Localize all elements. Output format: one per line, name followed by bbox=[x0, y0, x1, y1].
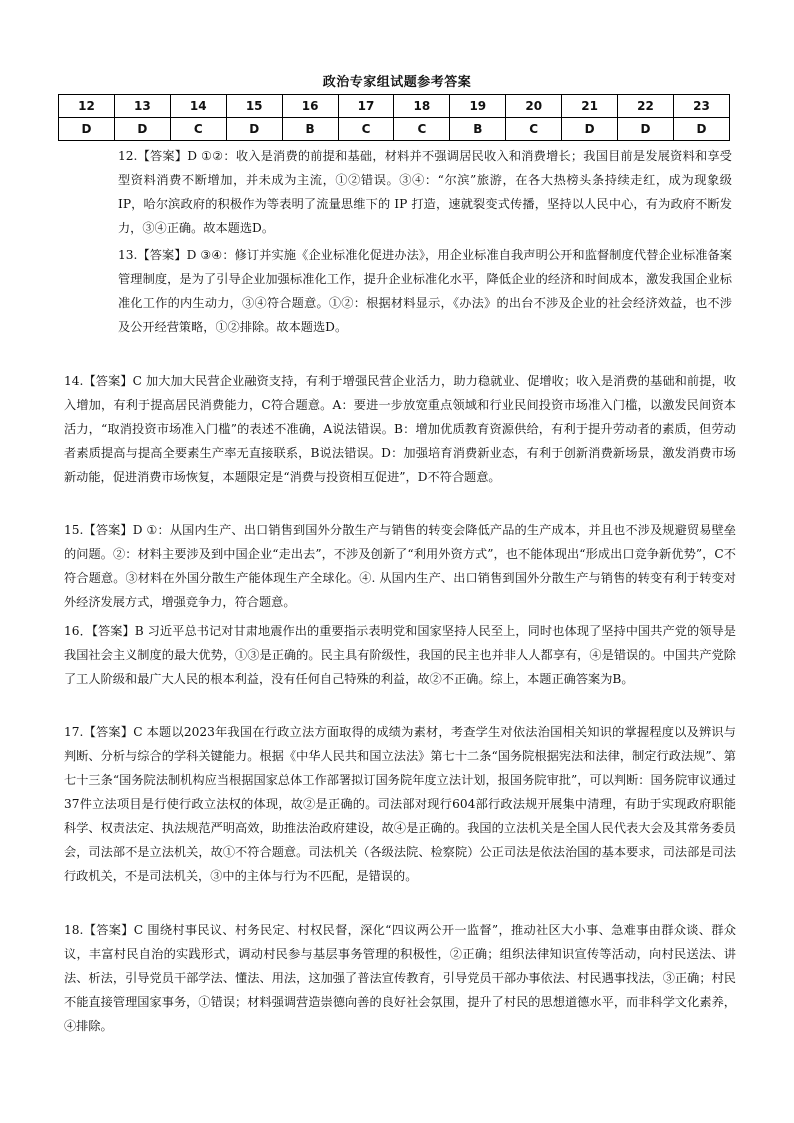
question-number: 14 bbox=[170, 95, 226, 118]
explanation-q16: 16．【答案】B 习近平总书记对甘肃地震作出的重要指示表明党和国家坚持人民至上，同时也体现了坚持中国共产党的领导是我国社会主义制度的最大优势，①③是正确的。民主具有阶级性，我国的民主也并非人人都享有，④是错误的。中国共产党除了工人阶级和最广大人民的根本利益，没有任何自己特殊的利益，故②不正确。综上，本题正确答案为B。 bbox=[64, 624, 736, 686]
answer-letter: C bbox=[506, 118, 562, 141]
question-number: 12 bbox=[59, 95, 115, 118]
answer-letter: C bbox=[338, 118, 394, 141]
answer-letter: B bbox=[450, 118, 506, 141]
answer-letter: D bbox=[673, 118, 729, 141]
answer-letter: D bbox=[59, 118, 115, 141]
explanation-q18: 18.【答案】C 围绕村事民议、村务民定、村权民督，深化“四议两公开一监督”，推动社区大小事、急难事由群众谈、群众议，丰富村民自治的实践形式，调动村民参与基层事务管理的积极性，②正确；组织法律知识宣传等活动，向村民送法、讲法、析法，引导党员干部学法、懂法、用法，这加强了普法宣传教育，引导党员干部办事依法、村民遇事找法，③正确；村民不能直接管理国家事务，①错误；材料强调营造崇德向善的良好社会氛围，提升了村民的思想道德水平，而非科学文化素养，④排除。 bbox=[64, 923, 736, 1033]
answer-letter: D bbox=[114, 118, 170, 141]
answer-letter: D bbox=[226, 118, 282, 141]
answer-letter: C bbox=[394, 118, 450, 141]
answer-letter-row bbox=[59, 118, 730, 141]
answer-letter: D bbox=[618, 118, 674, 141]
explanation-q13: 13.【答案】D ③④：修订并实施《企业标准化促进办法》，用企业标准自我声明公开和监督制度代替企业标准备案管理制度，是为了引导企业加强标准化工作，提升企业标准化水平，降低企业的经济和时间成本，激发我国企业标准化工作的内生动力，③④符合题意。①②：根据材料显示，《办法》的出台不涉及企业的社会经济效益，也不涉及公开经营策略，①②排除。故本题选D。 bbox=[118, 248, 732, 334]
question-number: 18 bbox=[394, 95, 450, 118]
explanation-q17: 17.【答案】C 本题以2023年我国在行政立法方面取得的成绩为素材，考查学生对依法治国相关知识的掌握程度以及辨识与判断、分析与综合的学科关键能力。根据《中华人民共和国立法法》第七十二条“国务院根据宪法和法律，制定行政法规”、第七十三条“国务院法制机构应当根据国家总体工作部署拟订国务院年度立法计划，报国务院审批”，可以判断：国务院审议通过37件立法项目是行使行政立法权的体现，故②是正确的。司法部对现行604部行政法规开展集中清理，有助于实现政府职能科学、权责法定、执法规范严明高效，助推法治政府建设，故④是正确的。我国的立法机关是全国人民代表大会及其常务委员会，司法部不是立法机关，故①不符合题意。司法机关（各级法院、检察院）公正司法是依法治国的基本要求，司法部是司法行政机关，不是司法机关，③中的主体与行为不匹配，是错误的。 bbox=[64, 725, 736, 883]
question-number: 23 bbox=[673, 95, 729, 118]
answer-letter: D bbox=[562, 118, 618, 141]
question-number: 16 bbox=[282, 95, 338, 118]
question-number-row bbox=[59, 95, 730, 118]
answer-letter: B bbox=[282, 118, 338, 141]
question-number: 21 bbox=[562, 95, 618, 118]
question-number: 20 bbox=[506, 95, 562, 118]
question-number: 19 bbox=[450, 95, 506, 118]
question-number: 17 bbox=[338, 95, 394, 118]
question-number: 15 bbox=[226, 95, 282, 118]
explanation-q15: 15.【答案】D ①：从国内生产、出口销售到国外分散生产与销售的转变会降低产品的生产成本，并且也不涉及规避贸易壁垒的问题。②：材料主要涉及到中国企业“走出去”，不涉及创新了“利用外资方式”，也不能体现出“形成出口竞争新优势”，C不符合题意。③材料在外国分散生产能体现生产全球化。④. 从国内生产、出口销售到国外分散生产与销售的转变有利于转变对外经济发展方式，增强竞争力，符合题意。 bbox=[64, 523, 736, 609]
explanation-q14: 14.【答案】C 加大加大民营企业融资支持，有利于增强民营企业活力，助力稳就业、促增收；收入是消费的基础和前提，收入增加，有利于提高居民消费能力，C符合题意。A：要进一步放宽重点领域和行业民间投资市场准入门槛，以激发民间资本活力，“取消投资市场准入门槛”的表述不准确，A说法错误。B：增加优质教育资源供给，有利于提升劳动者的素质，但劳动者素质提高与提高全要素生产率无直接联系，B说法错误。D：加强培育消费新业态，有利于创新消费新场景，激发消费市场新动能，促进消费市场恢复，本题限定是“消费与投资相互促进”，D不符合题意。 bbox=[64, 374, 736, 484]
answer-table bbox=[58, 94, 730, 141]
answer-letter: C bbox=[170, 118, 226, 141]
question-number: 13 bbox=[114, 95, 170, 118]
page-title: 政治专家组试题参考答案 bbox=[322, 75, 472, 90]
explanation-q12: 12.【答案】D ①②：收入是消费的前提和基础，材料并不强调居民收入和消费增长；我国目前是发展资料和享受型资料消费不断增加，并未成为主流，①②错误。③④：“尔滨”旅游，在各大热榜头条持续走红，成为现象级 IP，哈尔滨政府的积极作为等表明了流量思维下的 IP 打造，速就裂变式传播，坚持以人民中心，有为政府不断发力，③④正确。故本题选D。 bbox=[118, 149, 732, 235]
question-number: 22 bbox=[618, 95, 674, 118]
